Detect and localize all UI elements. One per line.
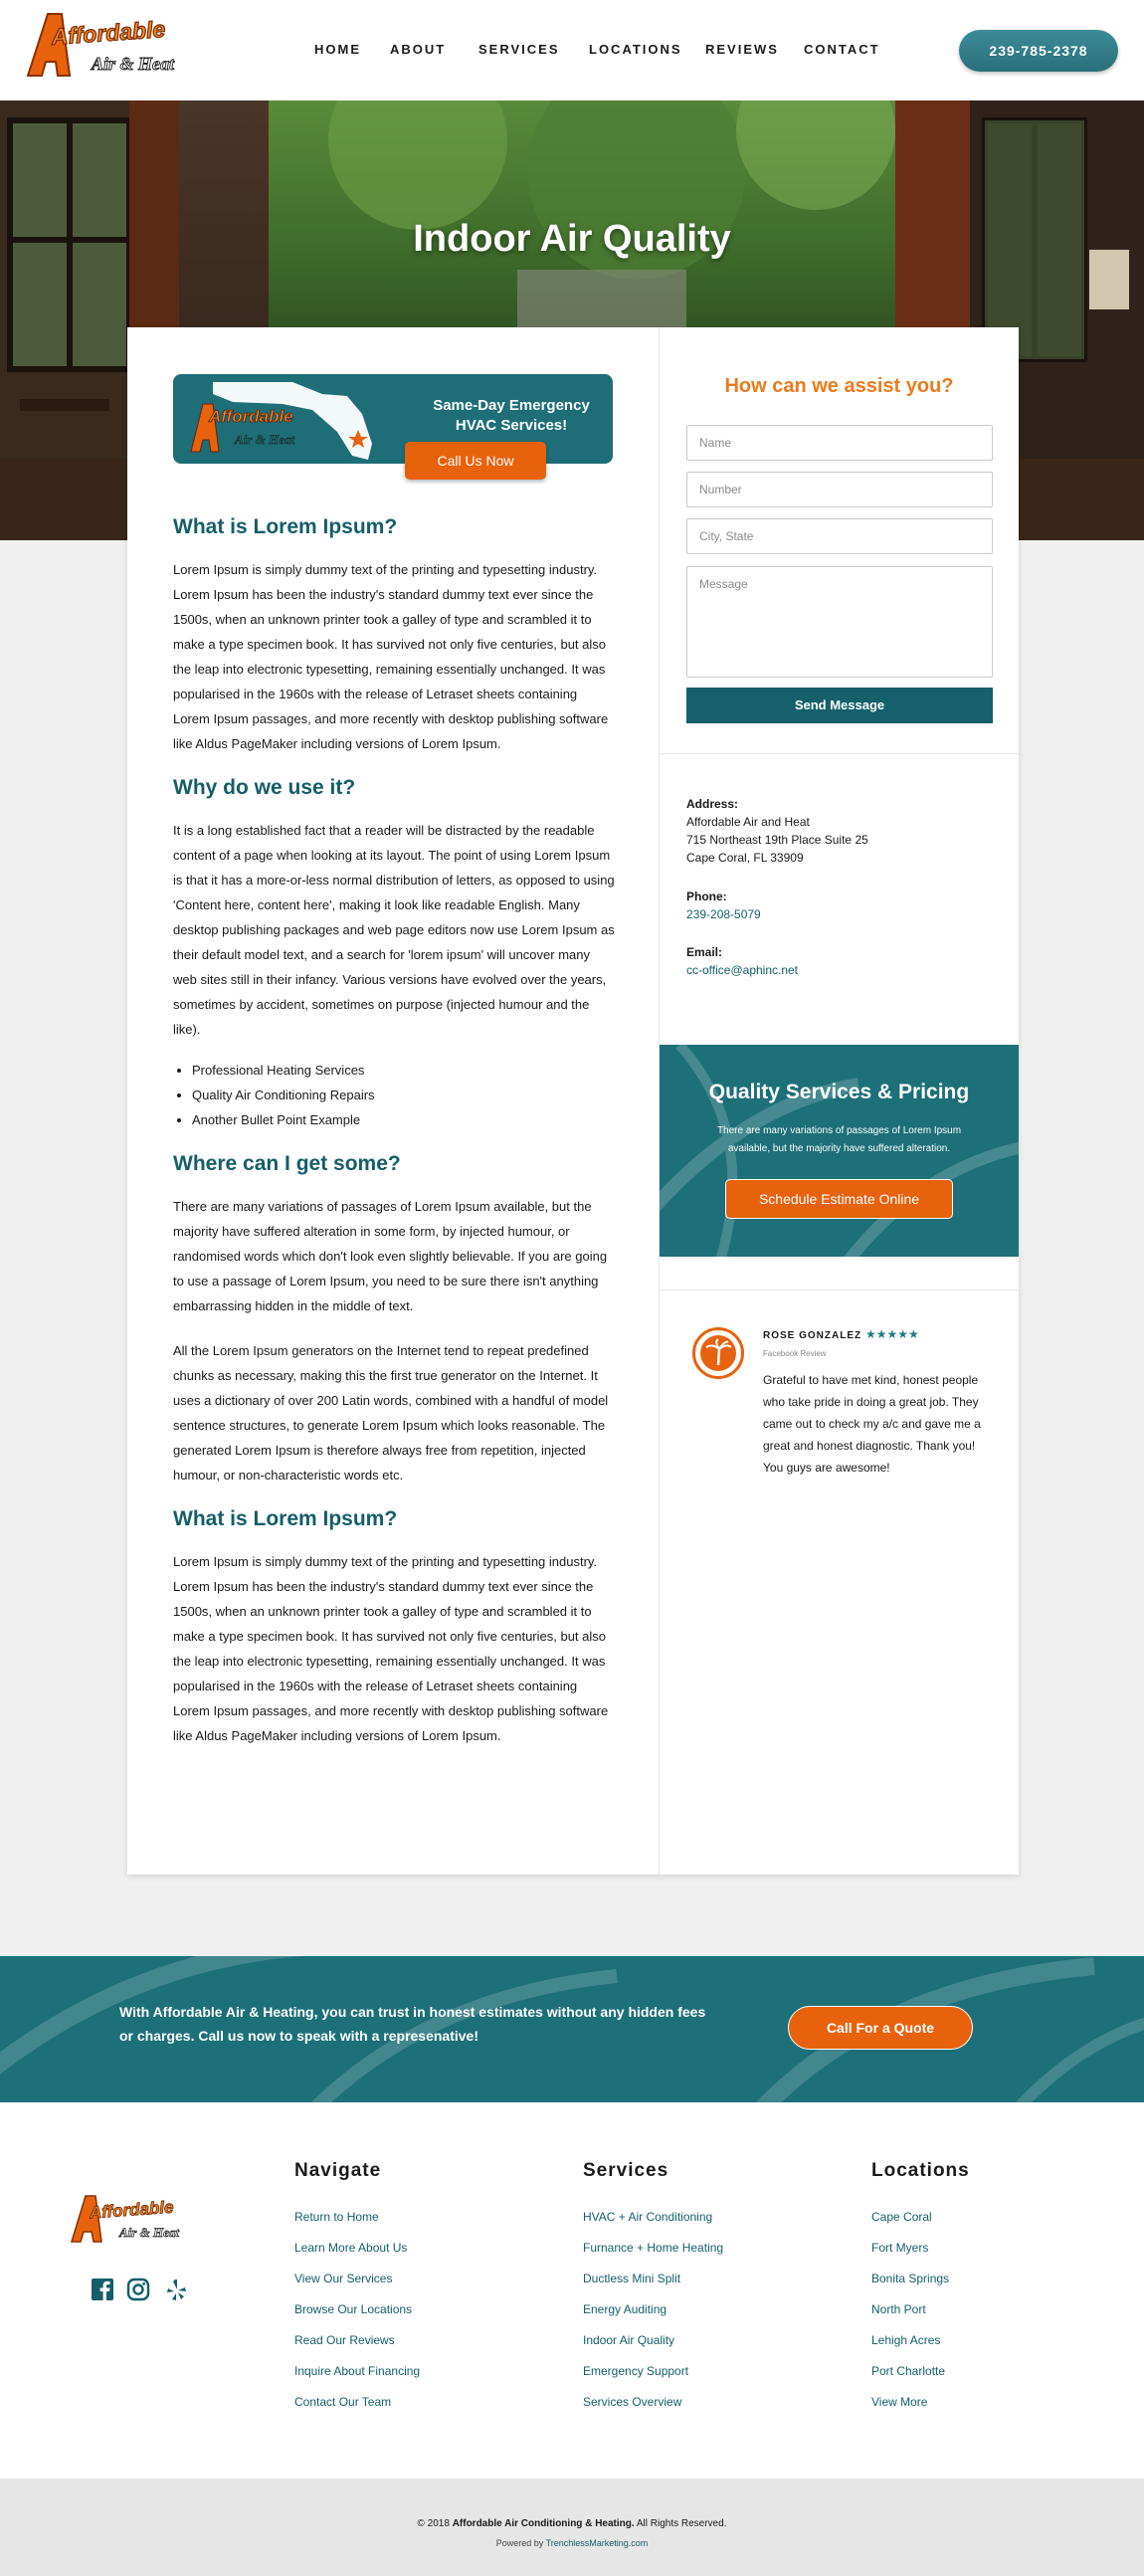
send-message-button[interactable]: Send Message [686,688,993,723]
heading-where-get: Where can I get some? [173,1152,401,1175]
address-block [686,795,868,867]
phone-block [686,888,761,923]
svg-text:Affordable: Affordable [89,2197,175,2223]
services-heading: Services [583,2160,669,2181]
list-item: • Another Bullet Point Example [192,1107,615,1132]
footer-link[interactable]: HVAC + Air Conditioning [583,2210,713,2224]
footer-link[interactable]: Learn More About Us [294,2241,408,2255]
quality-text: There are many variations of passages of Lorem Ipsum available, but the majority have suffered alteration. [716,1125,962,1154]
quality-title: Quality Services & Pricing [708,1081,970,1103]
footer-link[interactable]: Read Our Reviews [294,2333,395,2347]
footer-link[interactable]: Ductless Mini Split [583,2272,681,2285]
site-header [0,0,1144,100]
main-article [173,515,615,1768]
footer-services-column [583,2160,723,2418]
form-title: How can we assist you? [724,375,954,397]
footer-link[interactable]: Energy Auditing [583,2302,667,2316]
powered-by-text [0,2538,1144,2548]
page-title: Indoor Air Quality [413,218,731,260]
svg-text:Air & Heat: Air & Heat [235,432,294,447]
city-state-input[interactable]: City, State [686,518,993,554]
reviewer-avatar [692,1327,744,1379]
reviewer-name: ROSE GONZALEZ [763,1330,862,1341]
footer-link[interactable]: North Port [871,2302,926,2316]
navigate-heading: Navigate [294,2160,382,2181]
cta-band [0,1956,1144,2102]
address-line: Affordable Air and Heat [686,815,810,829]
divider [660,1289,1019,1290]
footer-link[interactable]: Return to Home [294,2210,379,2224]
footer-link[interactable]: Services Overview [583,2395,682,2409]
email-label: Email: [686,945,723,959]
footer-link[interactable]: Cape Coral [871,2210,932,2224]
company-logo[interactable] [22,8,216,88]
phone-label: Phone: [686,890,727,903]
svg-text:Air & Heat: Air & Heat [92,54,175,74]
address-label: Address: [686,797,739,811]
paragraph-1: Lorem Ipsum is simply dummy text of the printing and typesetting industry. Lorem Ipsum has been the industry's standard dummy text ever since the 1500s, when an unknown printer took a galley of type and scrambled it to make a type specimen book. It has survived not only five centuries, but also the leap into electronic typesetting, remaining essentially unchanged. It was popularised in the 1960s with the release of Letraset sheets containing Lorem Ipsum passages, and more recently with desktop publishing software like Aldus PageMaker including versions of Lorem Ipsum. [173,562,609,751]
locations-heading: Locations [871,2160,970,2181]
paragraph-3: There are many variations of passages of Lorem Ipsum available, but the majority have suffered alteration in some form, by injected humour, or randomised words which don't look even slightly believable. If you are going to use a passage of Lorem Ipsum, you need to be sure there isn't anything embarrassing hidden in the middle of text. [173,1199,608,1313]
svg-text:Affordable: Affordable [50,15,166,50]
list-item: • Quality Air Conditioning Repairs [192,1083,615,1107]
footer-link[interactable]: Fort Myers [871,2241,929,2255]
header-phone-button[interactable]: 239-785-2378 [959,30,1118,72]
phone-link[interactable]: 239-208-5079 [686,907,761,921]
nav-about[interactable]: ABOUT [390,42,447,57]
footer-link[interactable]: Emergency Support [583,2364,689,2378]
footer-navigate-column [294,2160,420,2418]
heading-what-is-2: What is Lorem Ipsum? [173,1507,398,1530]
paragraph-2: It is a long established fact that a reader will be distracted by the readable content of a page when looking at its layout. The point of using Lorem Ipsum is that it has a more-or-less normal distribution of letters, as opposed to using 'Content here, content here', making it look like readable English. Many desktop publishing packages and web page editors now use Lorem Ipsum as their default model text, and a search for 'lorem ipsum' will uncover many web sites still in their infancy. Various versions have evolved over the years, sometimes by accident, sometimes on purpose (injected humour and the like). [173,823,615,1037]
copyright-suffix: All Rights Reserved. [634,2518,727,2529]
footer-logo[interactable] [68,2190,212,2250]
footer-link[interactable]: Contact Our Team [294,2395,392,2409]
address-line: Cape Coral, FL 33909 [686,851,804,865]
footer-link[interactable]: Furnance + Home Heating [583,2241,724,2255]
facebook-icon[interactable] [91,2278,114,2301]
paragraph-5: Lorem Ipsum is simply dummy text of the printing and typesetting industry. Lorem Ipsum has been the industry's standard dummy text ever since the 1500s, when an unknown printer took a galley of type and scrambled it to make a type specimen book. It has survived not only five centuries, but also the leap into electronic typesetting, remaining essentially unchanged. It was popularised in the 1960s with the release of Letraset sheets containing Lorem Ipsum passages, and more recently with desktop publishing software like Aldus PageMaker including versions of Lorem Ipsum. [173,1554,609,1743]
content-card [127,327,1019,1875]
nav-locations[interactable]: LOCATIONS [589,42,682,57]
copyright-company: Affordable Air Conditioning & Heating. [452,2518,635,2529]
footer-link[interactable]: View Our Services [294,2272,393,2285]
footer-link[interactable]: Inquire About Financing [294,2364,421,2378]
list-item: • Professional Heating Services [192,1058,615,1083]
copyright-text [0,2518,1144,2529]
nav-home[interactable]: HOME [314,42,361,57]
copyright-prefix: © 2018 [417,2518,453,2529]
review-text: Grateful to have met kind, honest people who take pride in doing a great job. They came out to check my a/c and gave me a great and honest diagnostic. Thank you! You guys are awesome! [763,1373,981,1475]
address-line: 715 Northeast 19th Place Suite 25 [686,833,868,847]
paragraph-4: All the Lorem Ipsum generators on the Internet tend to repeat predefined chunks as necessary, making this the first true generator on the Internet. It uses a dictionary of over 200 Latin words, combined with a handful of model sentence structures, to generate Lorem Ipsum which looks reasonable. The generated Lorem Ipsum is therefore always free from repetition, injected humour, or non-characteristic words etc. [173,1343,609,1483]
email-block [686,943,798,979]
footer-locations-column [871,2160,970,2418]
star-rating: ★★★★★ [865,1327,919,1341]
instagram-icon[interactable] [126,2278,150,2301]
heading-why-use: Why do we use it? [173,776,356,799]
footer-link[interactable]: Bonita Springs [871,2272,950,2285]
email-link[interactable]: cc-office@aphinc.net [686,963,799,977]
divider [660,753,1019,754]
nav-services[interactable]: SERVICES [478,42,560,57]
banner-text: Same-Day Emergency HVAC Services! [433,397,590,434]
footer-link[interactable]: View More [871,2395,928,2409]
schedule-estimate-button[interactable]: Schedule Estimate Online [725,1179,953,1219]
cta-text: With Affordable Air & Heating, you can trust in honest estimates without any hidden fees or charges. Call us now to speak with a represenative! [119,2004,706,2044]
call-us-now-button[interactable]: Call Us Now [405,442,546,480]
copyright-bar [0,2478,1144,2576]
powered-by-link[interactable]: TrenchlessMarketing.com [545,2538,649,2548]
number-input[interactable]: Number [686,472,993,507]
site-footer [0,2102,1144,2478]
bullet-list [192,1058,615,1132]
svg-text:Air & Heat: Air & Heat [119,2225,179,2240]
heading-what-is: What is Lorem Ipsum? [173,515,398,538]
footer-link[interactable]: Indoor Air Quality [583,2333,675,2347]
nav-contact[interactable]: CONTACT [804,42,880,57]
yelp-icon[interactable] [164,2278,188,2301]
call-for-quote-button[interactable]: Call For a Quote [788,2006,973,2050]
review-source: Facebook Review [763,1349,827,1358]
footer-link[interactable]: Browse Our Locations [294,2302,413,2316]
emergency-banner[interactable] [173,374,613,464]
nav-reviews[interactable]: REVIEWS [705,42,779,57]
message-textarea[interactable]: Message [686,566,993,678]
footer-link[interactable]: Port Charlotte [871,2364,946,2378]
name-input[interactable]: Name [686,425,993,461]
quality-services-box [660,1045,1019,1257]
svg-text:Affordable: Affordable [209,407,293,426]
footer-link[interactable]: Lehigh Acres [871,2333,941,2347]
powered-prefix: Powered by [495,2538,546,2548]
palm-tree-icon [700,1335,736,1371]
